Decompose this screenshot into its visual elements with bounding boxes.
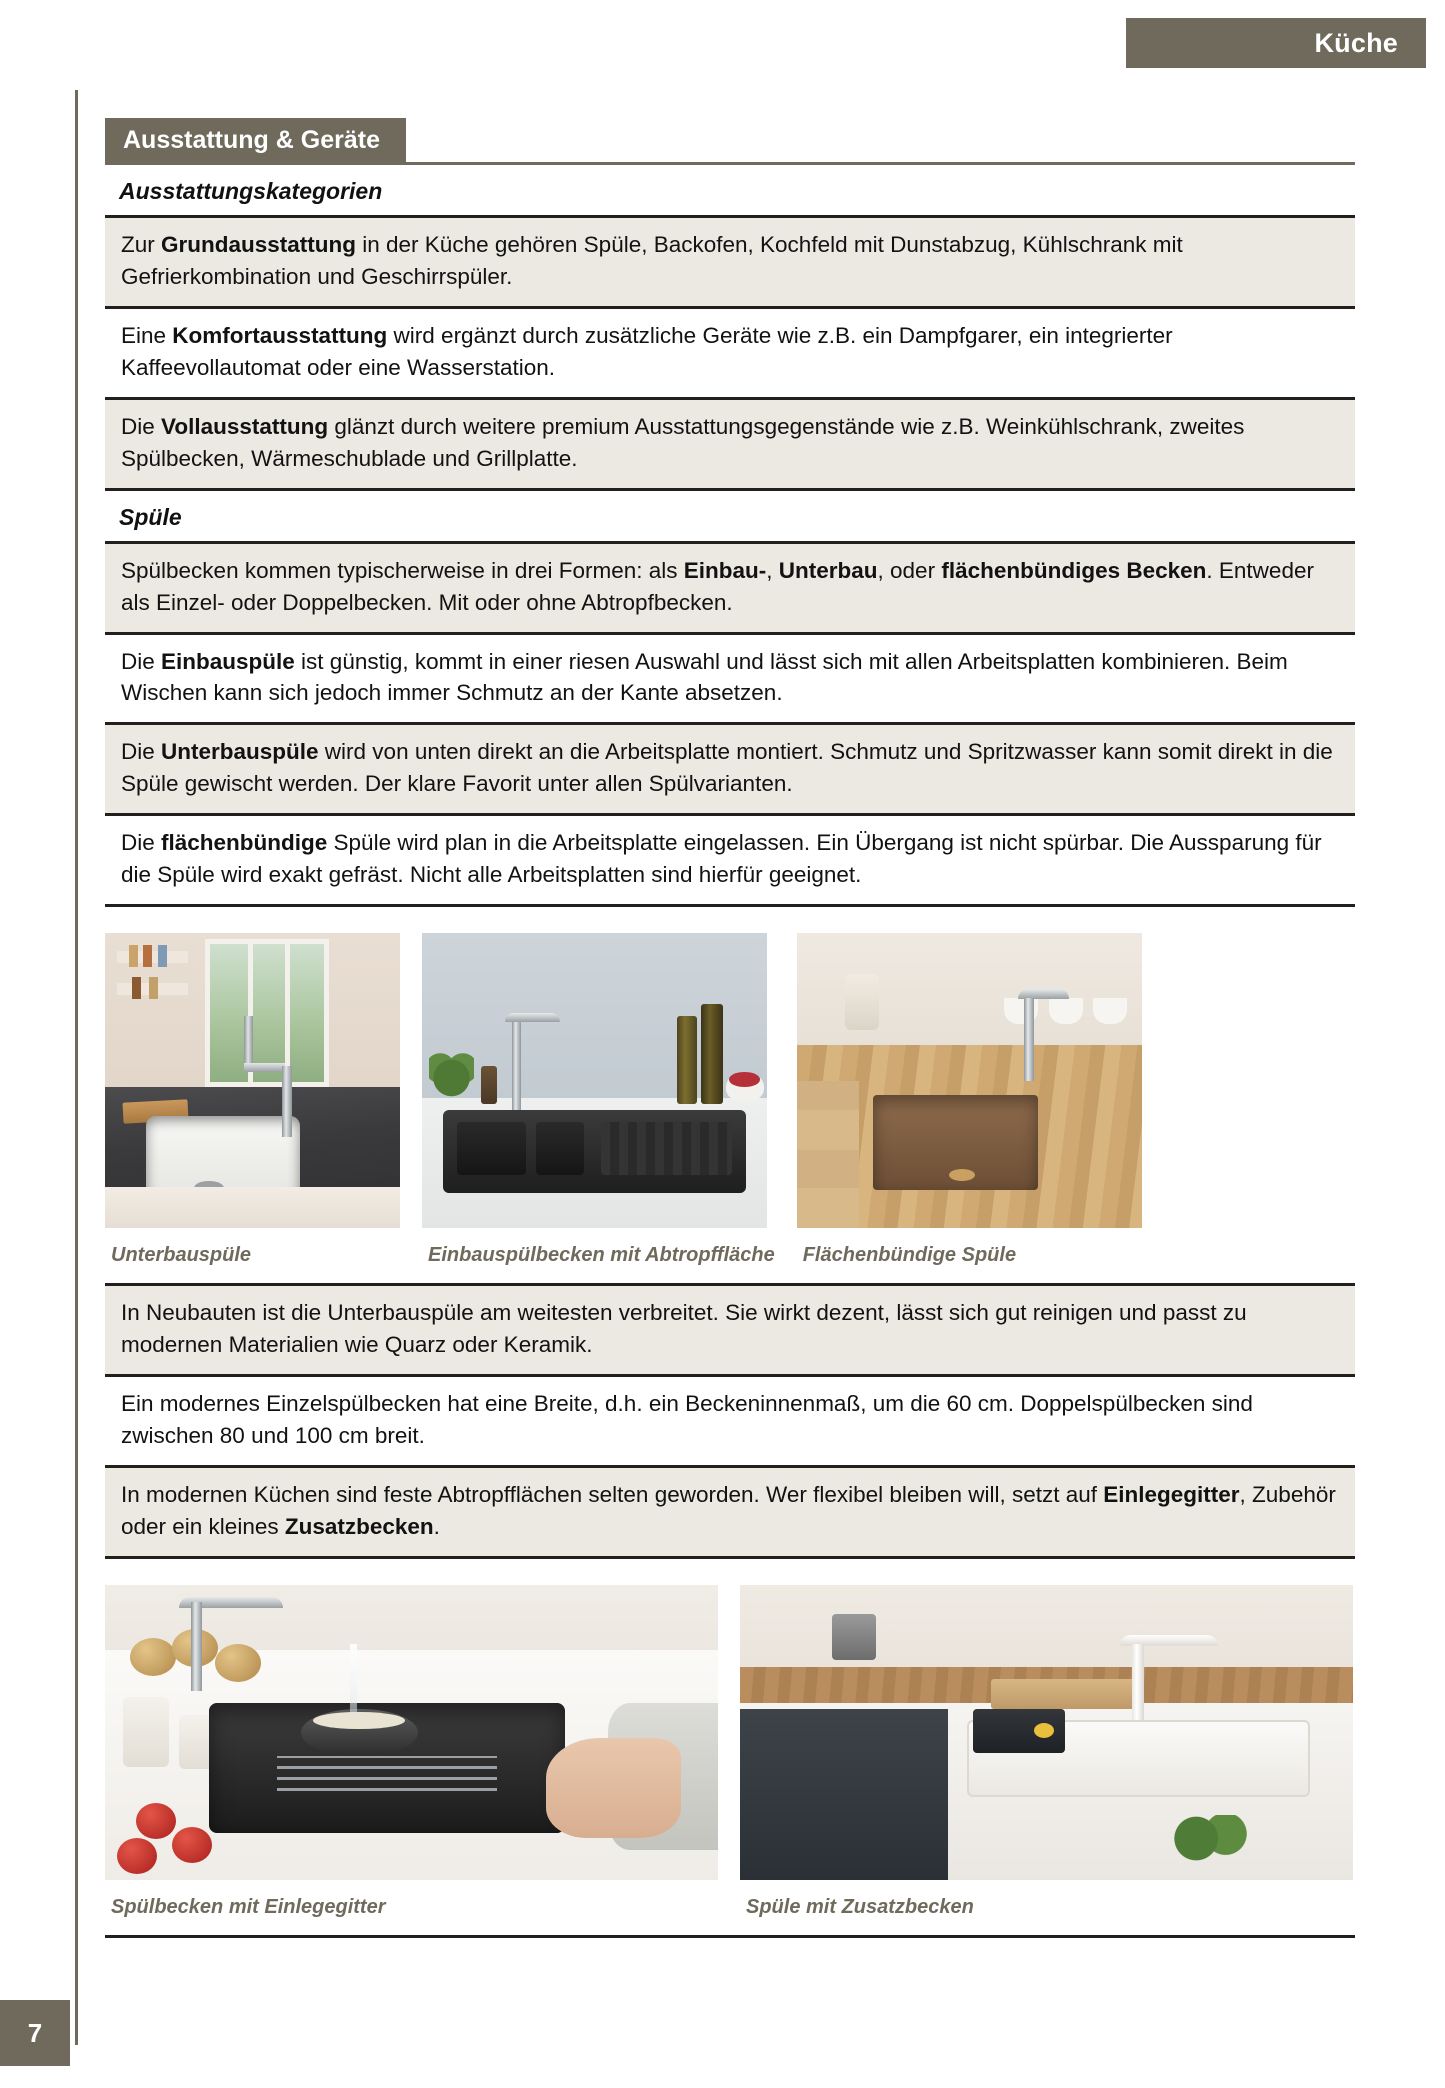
- paragraph-group-middle: [105, 1286, 1355, 1559]
- paragraph-abtropfflaechen: In modernen Küchen sind feste Abtropfflächen selten geworden. Wer flexibel bleiben will, setzt auf Einlegegitter, Zubehör oder ein kleines Zusatzbecken.: [105, 1468, 1355, 1559]
- paragraph-masse: Ein modernes Einzelspülbecken hat eine Breite, d.h. ein Beckeninnenmaß, um die 60 cm. Doppelspülbecken sind zwischen 80 und 100 cm breit.: [105, 1377, 1355, 1468]
- paragraph-vollausstattung: Die Vollausstattung glänzt durch weitere premium Ausstattungsgegenstände wie z.B. Weinkühlschrank, zweites Spülbecken, Wärmeschublade und Grillplatte.: [105, 400, 1355, 491]
- figure-row-accessories: [105, 1585, 1360, 1919]
- sink-with-insert-grid-photo: [105, 1585, 718, 1880]
- section-title-fill: [105, 118, 406, 162]
- flush-mount-sink-photo: [797, 933, 1142, 1228]
- figure-flaechenbuendige: [797, 933, 1142, 1267]
- paragraph-komfortausstattung: Eine Komfortausstattung wird ergänzt durch zusätzliche Geräte wie z.B. ein Dampfgarer, ein integrierter Kaffeevollautomat oder eine Wasserstation.: [105, 309, 1355, 400]
- page-section-tab-label: Küche: [1314, 27, 1398, 58]
- paragraph-grundausstattung: Zur Grundausstattung in der Küche gehören Spüle, Backofen, Kochfeld mit Dunstabzug, Kühlschrank mit Gefrierkombination und Geschirrspüler.: [105, 218, 1355, 309]
- paragraph-neubauten: In Neubauten ist die Unterbauspüle am weitesten verbreitet. Sie wirkt dezent, lässt sich gut reinigen und passt zu modernen Materialien wie Quarz oder Keramik.: [105, 1286, 1355, 1377]
- paragraph-einbauspuele: Die Einbauspüle ist günstig, kommt in einer riesen Auswahl und lässt sich mit allen Arbeitsplatten kombinieren. Beim Wischen kann sich jedoch immer Schmutz an der Kante absetzen.: [105, 635, 1355, 726]
- section-title-bar: [105, 118, 1360, 162]
- page-section-tab: [1126, 18, 1426, 68]
- figure-caption: Einbauspülbecken mit Abtropffläche: [428, 1244, 775, 1267]
- paragraph-group-ausstattungskategorien: [105, 215, 1355, 491]
- undermount-sink-photo: [105, 933, 400, 1228]
- sink-with-additional-bowl-photo: [740, 1585, 1353, 1880]
- figure-unterbauspuele: [105, 933, 400, 1267]
- page-number-badge: [0, 2000, 70, 2066]
- section-title-label: Ausstattung & Geräte: [123, 125, 380, 154]
- page-number-label: 7: [27, 2017, 43, 2048]
- figure-einbauspuelbecken: [422, 933, 775, 1267]
- figure-caption: Spülbecken mit Einlegegitter: [111, 1895, 386, 1918]
- paragraph-spuelbecken-formen: Spülbecken kommen typischerweise in drei Formen: als Einbau-, Unterbau, oder flächenbündiges Becken. Entweder als Einzel- oder Doppelbecken. Mit oder ohne Abtropfbecken.: [105, 544, 1355, 635]
- figure-einlegegitter: [105, 1585, 718, 1919]
- figure-zusatzbecken: [740, 1585, 1353, 1919]
- drop-in-sink-with-drainer-photo: [422, 933, 767, 1228]
- figure-caption: Flächenbündige Spüle: [802, 1244, 1017, 1267]
- subsection-heading-spuele: Spüle: [119, 503, 182, 530]
- paragraph-flaechenbuendige: Die flächenbündige Spüle wird plan in die Arbeitsplatte eingelassen. Ein Übergang ist nicht spürbar. Die Aussparung für die Spüle wird exakt gefräst. Nicht alle Arbeitsplatten sind hierfür geeignet.: [105, 816, 1355, 907]
- paragraph-group-spuele: [105, 541, 1355, 908]
- figure-caption: Spüle mit Zusatzbecken: [746, 1895, 974, 1918]
- subsection-heading-ausstattungskategorien: Ausstattungskategorien: [119, 178, 383, 204]
- page-content: [105, 118, 1360, 1938]
- figure-row-sink-types: [105, 933, 1360, 1267]
- figure-caption: Unterbauspüle: [111, 1244, 252, 1267]
- figure-row-rule-2: [105, 1935, 1355, 1938]
- paragraph-unterbauspuele: Die Unterbauspüle wird von unten direkt an die Arbeitsplatte montiert. Schmutz und Spritzwasser kann somit direkt in die Spüle gewischt werden. Der klare Favorit unter allen Spülvarianten.: [105, 725, 1355, 816]
